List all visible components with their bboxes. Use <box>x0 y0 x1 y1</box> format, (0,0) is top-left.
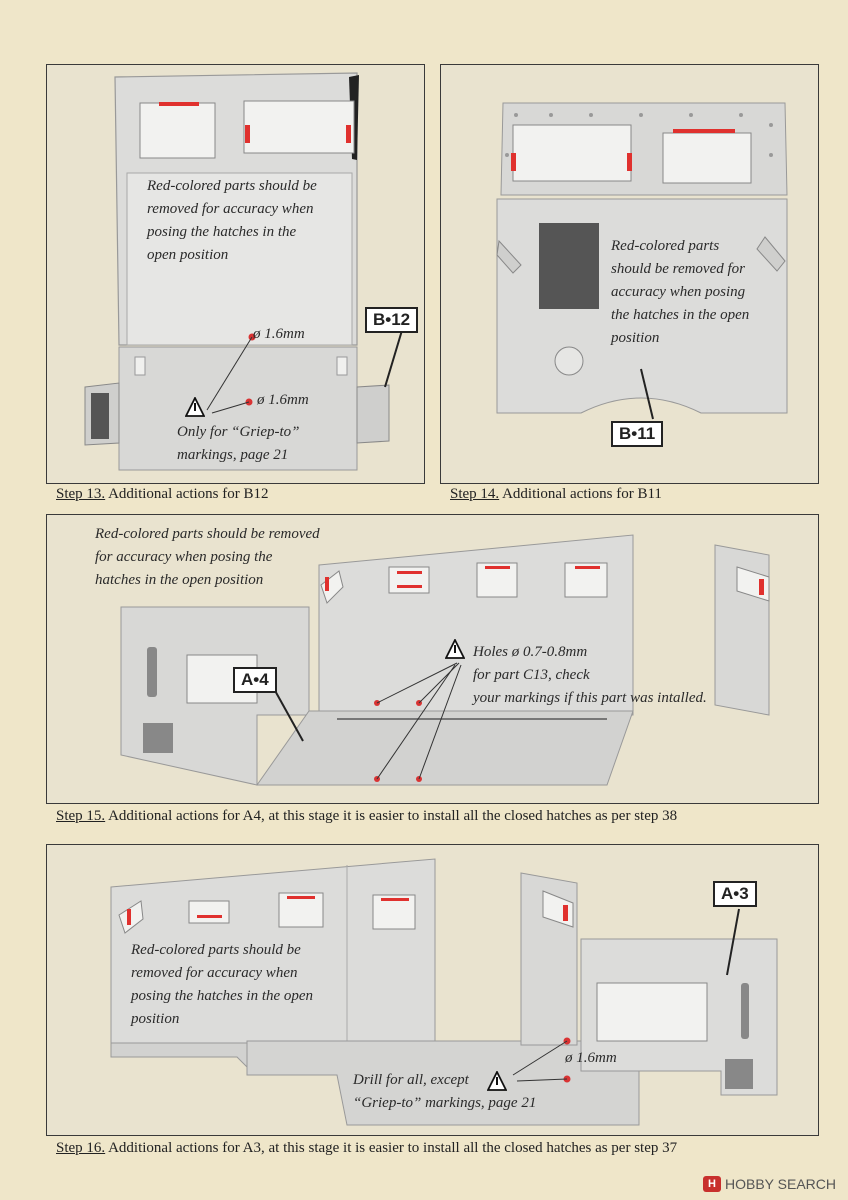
step14-caption-text: Additional actions for B11 <box>499 486 662 502</box>
remove-mark <box>245 125 250 143</box>
remove-mark <box>287 896 315 899</box>
remove-mark <box>397 571 422 574</box>
step16-hole: ø 1.6mm <box>565 1050 617 1066</box>
step13-caption <box>56 486 269 503</box>
step14-number: Step 14. <box>450 486 500 502</box>
step13-hole-bottom: ø 1.6mm <box>257 392 309 408</box>
step13-hole-top: ø 1.6mm <box>253 326 305 342</box>
remove-mark <box>627 153 632 171</box>
remove-mark <box>127 909 131 925</box>
hobby-search-logo-icon: H <box>703 1176 721 1192</box>
remove-mark <box>575 566 600 569</box>
step13-panel <box>46 64 425 484</box>
watermark <box>703 1176 836 1192</box>
remove-mark <box>346 125 351 143</box>
remove-mark <box>159 102 199 106</box>
step16-note: Red-colored parts should be removed for accuracy when posing the hatches in the open position <box>131 942 314 1027</box>
remove-mark <box>397 585 422 588</box>
remove-mark <box>325 577 329 591</box>
warning-icon <box>185 397 205 417</box>
remove-mark <box>511 153 516 171</box>
step16-caption-text: Additional actions for A3, at this stage it is easier to install all the closed hatches as per step 37 <box>105 1140 678 1156</box>
warning-icon <box>445 639 465 659</box>
part-tag-b11: B•11 <box>611 421 663 447</box>
remove-mark <box>381 898 409 901</box>
remove-mark <box>759 579 764 595</box>
part-tag-b12: B•12 <box>365 307 418 333</box>
step15-caption-text: Additional actions for A4, at this stage it is easier to install all the closed hatches as per step 38 <box>105 808 678 824</box>
step16-number: Step 16. <box>56 1140 106 1156</box>
remove-mark <box>563 905 568 921</box>
step15-panel <box>46 514 819 804</box>
remove-mark <box>485 566 510 569</box>
step16-drill-note: Drill for all, except “Griep-to” markings, page 21 <box>353 1072 537 1111</box>
part-tag-a4: A•4 <box>233 667 277 693</box>
step15-number: Step 15. <box>56 808 106 824</box>
step16-caption <box>56 1140 677 1157</box>
step16-panel <box>46 844 819 1136</box>
step13-warn-note: Only for “Griep-to” markings, page 21 <box>177 424 300 463</box>
step15-caption <box>56 808 677 825</box>
remove-mark <box>673 129 735 133</box>
step13-note: Red-colored parts should be removed for accuracy when posing the hatches in the open position <box>147 178 317 263</box>
step14-caption <box>450 486 662 503</box>
part-tag-a3: A•3 <box>713 881 757 907</box>
warning-icon <box>487 1071 507 1091</box>
step13-caption-text: Additional actions for B12 <box>105 486 269 502</box>
remove-mark <box>197 915 222 918</box>
step14-panel <box>440 64 819 484</box>
step13-number: Step 13. <box>56 486 106 502</box>
watermark-text: HOBBY SEARCH <box>725 1176 836 1192</box>
step14-note: Red-colored parts should be removed for accuracy when posing the hatches in the open position <box>611 238 750 346</box>
step15-holes-note: Holes ø 0.7-0.8mm for part C13, check your markings if this part was intalled. <box>473 644 707 706</box>
step15-note: Red-colored parts should be removed for accuracy when posing the hatches in the open position <box>95 526 320 588</box>
